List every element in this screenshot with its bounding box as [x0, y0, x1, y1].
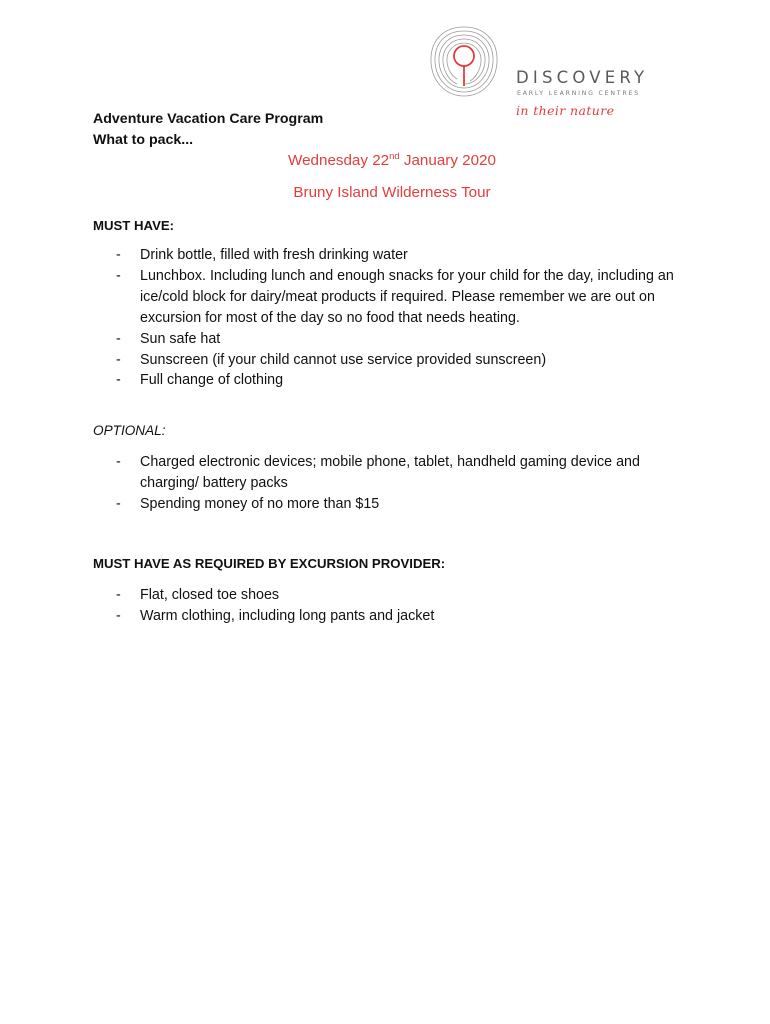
event-date-day: Wednesday 22: [288, 152, 390, 169]
must-have-list: [0, 245, 770, 391]
list-bullet: -: [116, 267, 121, 284]
provider-requirements-list: [0, 585, 770, 627]
list-bullet: -: [116, 330, 121, 347]
list-item-text: Lunchbox. Including lunch and enough snacks for your child for the day, including an ice/cold block for dairy/meat products if required. Please remember we are out on excursion for most of the day so no food that needs heating.: [140, 267, 674, 326]
discovery-logo: [428, 24, 678, 124]
list-bullet: -: [116, 454, 121, 470]
list-item: [0, 494, 770, 515]
list-bullet: -: [116, 247, 121, 263]
list-item-text: Full change of clothing: [140, 372, 284, 389]
list-item: [0, 245, 770, 266]
list-item: [0, 585, 770, 606]
optional-heading: OPTIONAL:: [93, 423, 166, 438]
list-item-text: Charged electronic devices; mobile phone, tablet, handheld gaming device and charging/ battery packs: [140, 454, 640, 491]
list-item-text: Drink bottle, filled with fresh drinking water: [140, 247, 408, 263]
what-to-pack-title: What to pack...: [93, 132, 194, 148]
event-date-month-year: January 2020: [399, 152, 496, 169]
list-bullet: -: [116, 495, 121, 512]
must-have-heading: MUST HAVE:: [93, 218, 175, 233]
list-bullet: -: [116, 351, 121, 368]
list-item: [0, 370, 770, 391]
fingerprint-logo-icon: [428, 24, 500, 100]
brand-subtitle: EARLY LEARNING CENTRES: [517, 90, 640, 97]
list-item-text: Flat, closed toe shoes: [140, 587, 280, 603]
tour-name: Bruny Island Wilderness Tour: [293, 184, 491, 201]
list-item-text: Sunscreen (if your child cannot use service provided sunscreen): [140, 351, 547, 368]
list-bullet: -: [116, 607, 121, 624]
provider-requirements-heading: MUST HAVE AS REQUIRED BY EXCURSION PROVIDER:: [93, 556, 446, 571]
event-date-suffix: nd: [389, 151, 400, 162]
list-item-text: Spending money of no more than $15: [140, 495, 380, 512]
list-item-text: Warm clothing, including long pants and jacket: [140, 607, 435, 624]
program-title: Adventure Vacation Care Program: [93, 111, 324, 127]
event-date: [7, 152, 770, 169]
list-item: [0, 329, 770, 350]
brand-tagline: in their nature: [516, 103, 615, 118]
brand-name: DISCOVERY: [516, 68, 649, 87]
list-item: [0, 266, 770, 329]
list-item: [0, 350, 770, 371]
optional-list: [0, 452, 770, 515]
list-bullet: -: [116, 372, 121, 389]
list-item: [0, 606, 770, 627]
list-item: [0, 452, 770, 494]
list-bullet: -: [116, 587, 121, 603]
list-item-text: Sun safe hat: [140, 330, 221, 347]
